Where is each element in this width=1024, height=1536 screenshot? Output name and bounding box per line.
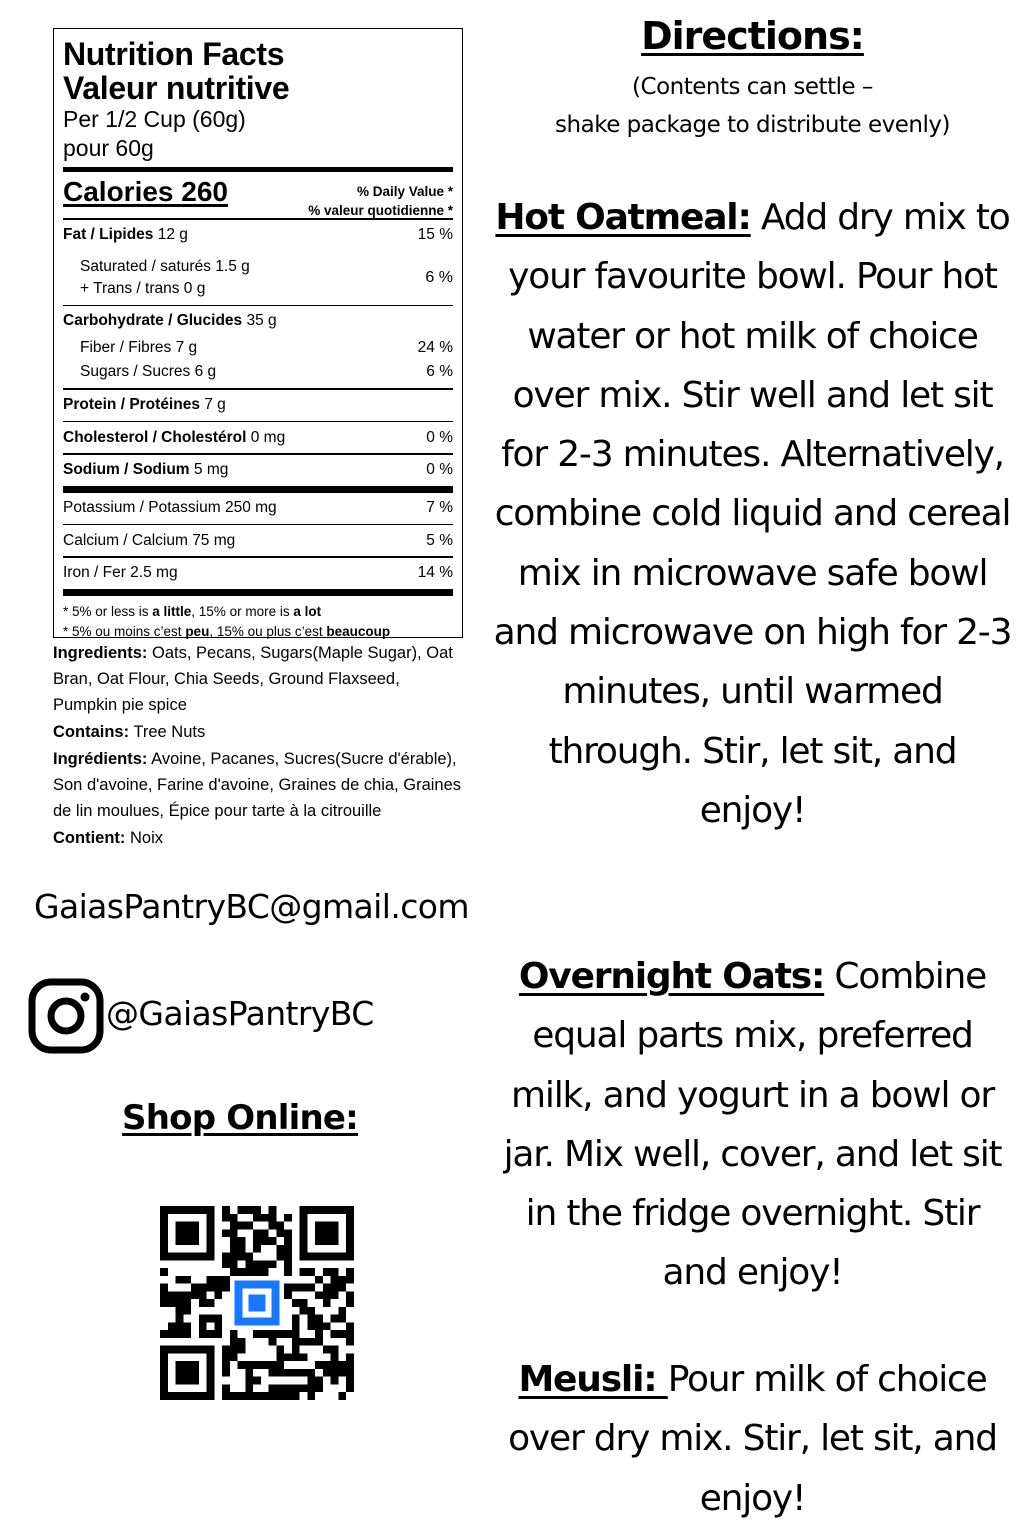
footnote-text: , 15% or more is — [191, 603, 294, 619]
instagram-handle[interactable]: @GaiasPantryBC — [106, 994, 374, 1033]
protein-row — [63, 390, 453, 421]
fiber-label: Fiber / Fibres 7 g — [80, 338, 198, 356]
protein-amount: 7 g — [199, 396, 226, 413]
contains-label: Contains: — [53, 723, 130, 741]
calories: Calories 260 — [63, 176, 228, 207]
sodium-row — [63, 455, 453, 486]
carbohydrate-block — [63, 306, 453, 384]
directions-title: Directions: — [641, 14, 864, 58]
directions-note-line: shake package to distribute evenly) — [555, 112, 950, 138]
hot-oatmeal-text: Add dry mix to your favourite bowl. Pour hot water or hot milk of choice over mix. Stir well and let sit for 2-3 minutes. Alternatively, combine cold liquid and cereal mix in microwave safe bowl and microwave on high for 2-3 minutes, until warmed through. Stir, let sit, and enjoy! — [493, 197, 1012, 831]
fat-row — [63, 220, 453, 251]
contact-email[interactable]: GaiasPantryBC@gmail.com — [34, 887, 469, 926]
footnote-emphasis: a lot — [293, 603, 322, 619]
contains-en — [53, 719, 468, 745]
instagram-icon[interactable] — [28, 978, 104, 1054]
saturated-trans-row — [63, 251, 453, 305]
saturated-trans-pct: 6 % — [425, 268, 453, 286]
footnote-text: * 5% ou moins c’est — [63, 623, 186, 639]
meusli-text: Pour milk of choice over dry mix. Stir, let sit, and enjoy! — [508, 1359, 997, 1519]
calcium-label: Calcium / Calcium 75 mg — [63, 531, 236, 549]
sodium-amount: 5 mg — [189, 461, 229, 478]
ingredients-fr — [53, 746, 468, 824]
calcium-row — [63, 525, 453, 556]
fiber-pct: 24 % — [417, 338, 453, 356]
fat-amount: 12 g — [153, 226, 188, 243]
daily-value-footnote — [63, 596, 453, 642]
contient-label: Contient: — [53, 829, 126, 847]
trans-label: + Trans / trans 0 g — [80, 279, 206, 297]
carbohydrate-row — [63, 306, 453, 336]
carbohydrate-label: Carbohydrate / Glucides — [63, 312, 243, 329]
calcium-pct: 5 % — [426, 531, 453, 549]
saturated-label: Saturated / saturés 1.5 g — [80, 257, 250, 275]
meusli-directions — [490, 1350, 1015, 1528]
fat-label: Fat / Lipides — [63, 226, 154, 243]
protein-label: Protein / Protéines — [63, 396, 200, 413]
sodium-pct: 0 % — [426, 461, 453, 478]
hot-oatmeal-heading: Hot Oatmeal: — [495, 197, 751, 238]
potassium-label: Potassium / Potassium 250 mg — [63, 499, 277, 516]
daily-value-header — [308, 182, 453, 220]
ingredients-section — [53, 640, 468, 852]
footnote-en — [63, 602, 453, 622]
footnote-emphasis: beaucoup — [326, 623, 391, 639]
directions-note — [490, 68, 1015, 144]
ingredients-en — [53, 640, 468, 718]
serving-size-en: Per 1/2 Cup (60g) — [63, 106, 246, 132]
ingredients-en-text: Oats, Pecans, Sugars(Maple Sugar), Oat Bran, Oat Flour, Chia Seeds, Ground Flaxseed, Pumpkin pie spice — [53, 644, 453, 714]
contient-text: Noix — [125, 829, 163, 847]
serving-size-fr: pour 60g — [63, 135, 154, 161]
hot-oatmeal-directions — [490, 188, 1015, 840]
footnote-emphasis: peu — [185, 623, 210, 639]
meusli-heading: Meusli: — [518, 1359, 668, 1400]
nutrition-title-en: Nutrition Facts — [63, 36, 285, 72]
overnight-oats-heading: Overnight Oats: — [518, 956, 825, 997]
nutrition-title-fr: Valeur nutritive — [63, 70, 290, 106]
sugars-label: Sugars / Sucres 6 g — [80, 362, 217, 380]
footnote-text: , 15% ou plus c’est — [209, 623, 327, 639]
divider — [63, 486, 453, 493]
overnight-oats-directions — [490, 947, 1015, 1303]
fat-pct: 15 % — [417, 226, 453, 243]
shop-online-heading: Shop Online: — [122, 1098, 358, 1138]
footnote-text: * 5% or less is — [63, 603, 153, 619]
cholesterol-amount: 0 mg — [246, 428, 286, 446]
daily-value-fr: % valeur quotidienne * — [308, 203, 453, 218]
potassium-pct: 7 % — [426, 499, 453, 516]
sugars-pct: 6 % — [426, 362, 453, 380]
divider — [63, 589, 453, 596]
footnote-emphasis: a little — [152, 603, 192, 619]
iron-row — [63, 558, 453, 589]
iron-pct: 14 % — [417, 564, 453, 581]
cholesterol-pct: 0 % — [426, 428, 453, 446]
contains-text: Tree Nuts — [129, 723, 206, 741]
carbohydrate-amount: 35 g — [242, 312, 277, 329]
contains-fr — [53, 825, 468, 851]
fiber-row — [63, 336, 453, 359]
daily-value-en: % Daily Value * — [356, 184, 453, 199]
overnight-oats-text: Combine equal parts mix, preferred milk, and yogurt in a bowl or jar. Mix well, cover, and let sit in the fridge overnight. Stir and enjoy! — [503, 956, 1002, 1294]
sugars-row — [63, 359, 453, 384]
directions-note-line: (Contents can settle – — [632, 74, 873, 100]
sodium-label: Sodium / Sodium — [63, 461, 190, 478]
cholesterol-row — [63, 422, 453, 453]
ingredients-fr-label: Ingrédients: — [53, 750, 148, 768]
ingredients-fr-text: Avoine, Pacanes, Sucres(Sucre d'érable), Son d'avoine, Farine d'avoine, Graines de chia, Graines de lin moulues, Épice pour tarte à la citrouille — [53, 750, 462, 820]
footnote-fr — [63, 622, 453, 642]
iron-label: Iron / Fer 2.5 mg — [63, 564, 178, 581]
qr-code[interactable] — [160, 1206, 354, 1400]
ingredients-en-label: Ingredients: — [53, 644, 148, 662]
calories-row — [63, 172, 453, 218]
nutrition-facts-panel — [53, 28, 463, 638]
cholesterol-label: Cholesterol / Cholestérol — [63, 428, 247, 446]
potassium-row — [63, 493, 453, 524]
